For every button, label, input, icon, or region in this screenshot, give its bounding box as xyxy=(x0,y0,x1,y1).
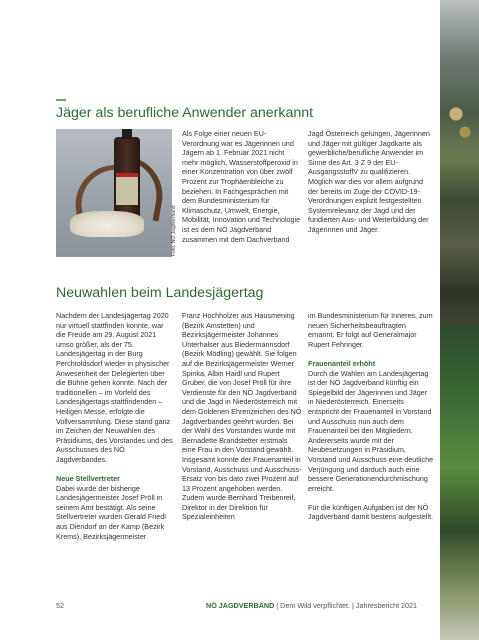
footer-org: NÖ JAGDVERBAND xyxy=(206,601,275,610)
section1-column-2 xyxy=(182,129,302,244)
photo-credit: Foto: NÖ Jagdverband xyxy=(171,205,177,256)
section2-paragraph: Dabei wurde der bisherige Landesjägermeister Josef Pröll in seinem Amt bestätigt. Als seine Stellvertreter wurden Gerald Friedl aus Diendorf an der Kamp (Bezirk Krems), Bezirksjägermeister xyxy=(56,483,166,541)
subheading-new-deputies: Neue Stellvertreter xyxy=(56,474,120,484)
footer-line xyxy=(206,601,417,610)
section2-column-3 xyxy=(308,311,434,522)
section2-column-1 xyxy=(56,311,174,541)
section2-paragraph: Für die künftigen Aufgaben ist der NÖ Jagdverband damit bestens aufgestellt. xyxy=(308,502,434,522)
trophy-photo xyxy=(56,129,172,257)
bottle-label xyxy=(116,173,138,205)
section1-column-3 xyxy=(308,129,434,235)
page-number: 52 xyxy=(56,601,64,610)
skull-base xyxy=(70,211,144,237)
section1-paragraph: Jagd Österreich gelungen, Jägerinnen und Jäger mit gültiger Jagdkarte als gewerbliche/berufliche Anwender im Sinne des Art. 3 Z 9 der EU-AusgangsstoffV zu qualifizieren. Möglich war dies vor allem aufgrund der bereits im Zuge der COVID-19-Verordnungen explizit festgestellten Systemrelevanz der Jagd und der fundierten Aus- und Weiterbildung der Jägerinnen und Jäger. xyxy=(308,129,430,234)
section2-title: Neuwahlen beim Landesjägertag xyxy=(56,285,264,301)
side-photo-audience xyxy=(440,325,479,640)
section2-paragraph: im Bundesministerium für Inneres, zum neuen Sicherheitsbeauftragten ernannt. Er folgt auf Generalmajor Rupert Fehringer. xyxy=(308,311,433,349)
side-photo-assembly-hall xyxy=(440,0,479,325)
section1-title: Jäger als berufliche Anwender anerkannt xyxy=(56,105,314,121)
section2-column-2 xyxy=(182,311,302,522)
section2-paragraph: Durch die Wahlen am Landesjägertag ist der NÖ Jagdverband künftig ein Spiegelbild der Jägerinnen und Jäger in Niederösterreich. Einerseits entspricht der Frauenanteil in Vorstand und Ausschuss nun auch dem Frauenanteil bei den Mitgliedern. Andererseits wurde mit der Neubesetzungen in Präsidium, Vorstand und Ausschuss eine deutliche Verjüngung und darduch auch eine bessere Generationendurchmischung erreicht. xyxy=(308,368,434,493)
accent-rule xyxy=(56,99,66,101)
footer-tagline: | Dem Wild verpflichtet. | Jahresbericht 2021 xyxy=(274,601,418,610)
section2-paragraph: Nachdem der Landesjägertag 2020 nur virtuell stattfinden konnte, war die Freude am 29. August 2021 umso größer, als der 75. Landesjägertag in der Burg Perchtoldsdorf wieder in physischer Anwesenheit der Delegierten über die Bühne gehen konnte. Nach der traditionellen – im Vorfeld des Landesjägertags stattfindenden – Heiligen Messe, erfolgte die Vollversammlung. Diese stand ganz im Zeichen der Neuwahlen des Präsidiums, des Vorstandes und des Ausschusses des NÖ Jagdverbandes. xyxy=(56,311,173,464)
section2-paragraph: Franz Hochholzer aus Hausmening (Bezirk Amstetten) und Bezirksjägermeister Johannes Unterhalser aus Biedermannsdorf (Bezirk Mödling) gewählt. Sie folgen auf die Bezirksjägermeister Werner Spinka, Albin Haidl und Rupert Gruber, die von Josef Pröll für ihre Verdienste für den NÖ Jagdverband und die Jagd in Niederösterreich mit dem Goldenen Ehrenzeichen des NÖ Jagdverbandes geehrt wurden. Bei der Wahl des Vorstandes wurde mit Bernadette Brandstetter erstmals eine Frau in den Vorstand gewählt. Insgesamt konnte der Frauenanteil in Vorstand, Ausschuss und Ausschuss-Ersatz von bis dato zwei Prozent auf 13 Prozent angehoben werden. Zudem wurde Bernhard Treibenreif, Direktor in der Direktion für Spezialeinheiten xyxy=(182,311,302,522)
section1-paragraph: Als Folge einer neuen EU-Verordnung war es Jägerinnen und Jägern ab 1. Februar 2021 nicht mehr möglich, Wasserstoffperoxid in einer Konzentration von über zwölf Prozent zur Trophäenbleiche zu beziehen. In Fachgesprächen mit dem Bundesministerium für Klimaschutz, Umwelt, Energie, Mobilität, Innovation und Technologie ist es dem NÖ Jagdverband zusammen mit dem Dachverband xyxy=(182,129,301,244)
subheading-women-share: Frauenanteil erhöht xyxy=(308,358,376,368)
